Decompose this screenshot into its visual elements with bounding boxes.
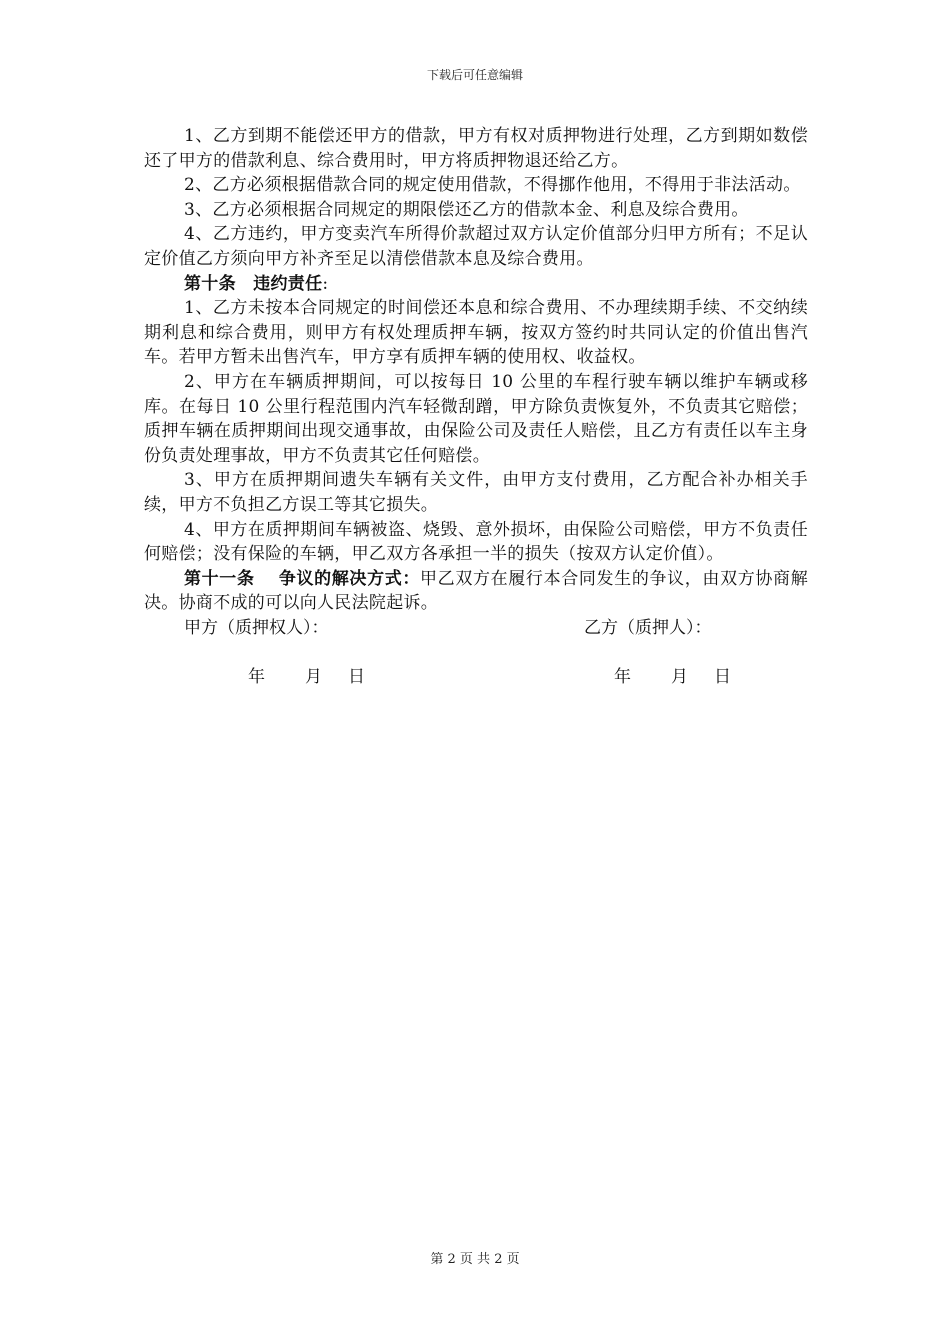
signature-row <box>144 616 808 665</box>
article-11 <box>144 567 808 616</box>
party-a-date <box>248 665 365 690</box>
article-11-heading: 第十一条 争议的解决方式： <box>184 568 421 589</box>
party-b-month-label: 月 <box>671 666 688 687</box>
party-b-year-label: 年 <box>614 666 631 687</box>
article-10-colon: : <box>322 273 329 294</box>
party-a-signature-label: 甲方（质押权人）： <box>184 617 329 638</box>
party-a-year-label: 年 <box>248 666 265 687</box>
article-10-item-3: 3、甲方在质押期间遗失车辆有关文件，由甲方支付费用，乙方配合补办相关手续，甲方不负担乙方误工等其它损失。 <box>144 470 808 515</box>
party-a-day-label: 日 <box>348 666 365 687</box>
clause-paragraph-2: 2、乙方必须根据借款合同的规定使用借款，不得挪作他用，不得用于非法活动。 <box>184 175 801 196</box>
party-b-date <box>614 665 731 690</box>
date-row <box>144 665 808 695</box>
party-b-day-label: 日 <box>714 666 731 687</box>
article-11-text: 甲乙双方在履行本合同发生的争议，由双方协商解决。协商不成的可以向人民法院起诉。 <box>144 568 808 614</box>
article-10-item-2: 2、甲方在车辆质押期间，可以按每日 10 公里的车程行驶车辆以维护车辆或移库。在每日 10 公里行程范围内汽车轻微刮蹭，甲方除负责恢复外，不负责其它赔偿；质押车辆在质押期间出现交通事故，由保险公司及责任人赔偿，且乙方有责任以车主身份负责处理事故，甲方不负责其它任何赔偿。 <box>144 371 808 466</box>
article-10-heading: 第十条 违约责任 <box>184 273 323 294</box>
clause-paragraph-4: 4、乙方违约，甲方变卖汽车所得价款超过双方认定价值部分归甲方所有；不足认定价值乙方须向甲方补齐至足以清偿借款本息及综合费用。 <box>144 224 808 269</box>
article-10-item-1: 1、乙方未按本合同规定的时间偿还本息和综合费用、不办理续期手续、不交纳续期利息和综合费用，则甲方有权处理质押车辆，按双方签约时共同认定的价值出售汽车。若甲方暂未出售汽车，甲方享有质押车辆的使用权、收益权。 <box>144 298 808 368</box>
article-10-heading-line <box>144 272 808 297</box>
page-header: 下载后可任意编辑 <box>426 68 523 82</box>
clause-paragraph-3: 3、乙方必须根据合同规定的期限偿还乙方的借款本金、利息及综合费用。 <box>184 199 749 220</box>
clause-paragraph-1: 1、乙方到期不能偿还甲方的借款，甲方有权对质押物进行处理，乙方到期如数偿还了甲方的借款利息、综合费用时，甲方将质押物退还给乙方。 <box>144 126 808 171</box>
party-a-month-label: 月 <box>305 666 322 687</box>
document-body <box>144 124 808 695</box>
party-b-signature-label: 乙方（质押人）： <box>584 617 712 638</box>
article-10-item-4: 4、甲方在质押期间车辆被盗、烧毁、意外损坏，由保险公司赔偿，甲方不负责任何赔偿；没有保险的车辆，甲乙双方各承担一半的损失（按双方认定价值）。 <box>144 519 808 565</box>
page-footer: 第 2 页 共 2 页 <box>430 1252 520 1267</box>
